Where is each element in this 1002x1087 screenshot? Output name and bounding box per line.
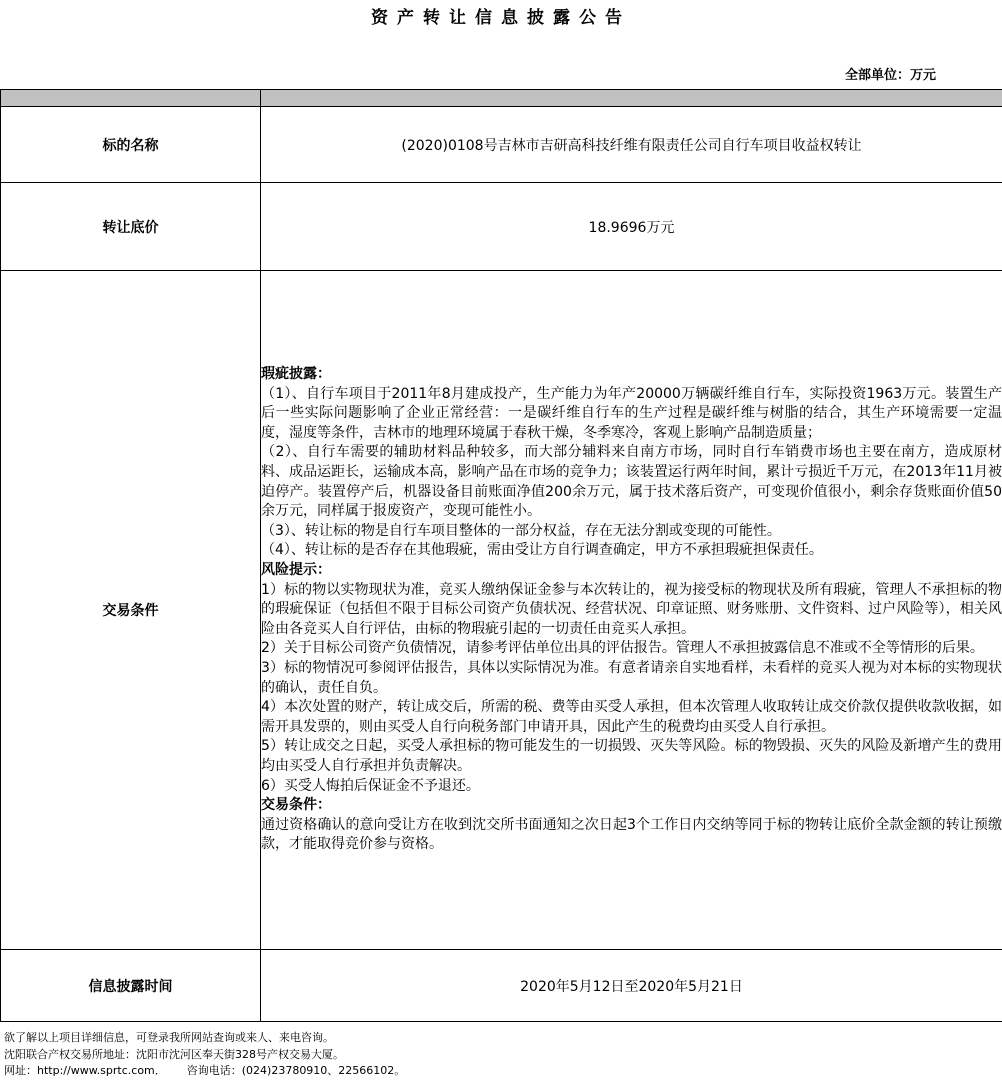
defect-item: （1）、自行车项目于2011年8月建成投产，生产能力为年产20000万辆碳纤维自行车，实际投资1963万元。装置生产后一些实际问题影响了企业正常经营：一是碳纤维自行车的生产过程是碳纤维与树脂的结合，其生产环境需要一定温度，湿度等条件，吉林市的地理环境属于春秋干燥，冬季寒冷，客观上影响产品制造质量； (261, 385, 1002, 441)
header-cell-left (1, 90, 261, 107)
disclosure-value: 2020年5月12日至2020年5月21日 (261, 950, 1002, 1022)
risk-heading: 风险提示： (261, 562, 331, 579)
table-row (1, 271, 1002, 950)
risk-item: 2）关于目标公司资产负债情况，请参考评估单位出具的评估报告。管理人不承担披露信息不准或不全等情形的后果。 (261, 640, 984, 657)
risk-item: 1）标的物以实物现状为准，竞买人缴纳保证金参与本次转让的，视为接受标的物现状及所有瑕疵，管理人不承担标的物的瑕疵保证（包括但不限于目标公司资产负债状况、经营状况、印章证照、财务账册、文件资料、过户风险等），相关风险由各竞买人自行评估，由标的物瑕疵引起的一切责任由竞买人承担。 (261, 581, 1002, 637)
unit-label: 全部单位：万元 (844, 68, 936, 83)
table-row (1, 183, 1002, 271)
trade-heading: 交易条件： (261, 797, 331, 814)
table-header-row (1, 90, 1002, 107)
risk-item: 5）转让成交之日起，买受人承担标的物可能发生的一切损毁、灭失等风险。标的物毁损、灭失的风险及新增产生的费用均由买受人自行承担并负责解决。 (261, 738, 1002, 774)
name-value: (2020)0108号吉林市吉研高科技纤维有限责任公司自行车项目收益权转让 (261, 107, 1002, 183)
table-row (1, 950, 1002, 1022)
footer-line-info: 欲了解以上项目详细信息，可登录我所网站查询或来人、来电咨询。 (4, 1031, 334, 1044)
disclosure-label: 信息披露时间 (1, 950, 261, 1022)
name-label: 标的名称 (1, 107, 261, 183)
price-label: 转让底价 (1, 183, 261, 271)
table-row (1, 107, 1002, 183)
footer-line-address: 沈阳联合产权交易所地址：沈阳市沈河区奉天街328号产权交易大厦。 (4, 1047, 344, 1061)
footer-line-contact: 网址：http://www.sprtc.com． 咨询电话：(024)23780910、22566102。 (4, 1064, 406, 1077)
trade-item: 通过资格确认的意向受让方在收到沈交所书面通知之次日起3个工作日内交纳等同于标的物转让底价全款金额的转让预缴款，才能取得竞价参与资格。 (261, 816, 1002, 853)
defect-item: （3）、转让标的物是自行车项目整体的一部分权益，存在无法分割或变现的可能性。 (261, 522, 781, 539)
page-title: 资产转让信息披露公告 (371, 8, 631, 28)
risk-item: 3）标的物情况可参阅评估报告，具体以实际情况为准。有意者请亲自实地看样，未看样的竞买人视为对本标的实物现状的确认，责任自负。 (261, 659, 1002, 696)
price-value: 18.9696万元 (261, 183, 1002, 271)
defect-item: （2）、自行车需要的辅助材料品种较多，而大部分辅料来自南方市场，同时自行车销费市场也主要在南方，造成原材料、成品运距长，运输成本高，影响产品在市场的竞争力；该装置运行两年时间，累计亏损近千万元，在2013年11月被迫停产。装置停产后，机器设备目前账面净值200余万元，属于技术落后资产，可变现价值很小，剩余存货账面价值50余万元，同样属于报废资产，变现可能性小。 (261, 444, 1002, 520)
conditions-label: 交易条件 (1, 271, 261, 950)
defects-heading: 瑕疵披露： (261, 366, 331, 383)
conditions-body (261, 365, 1002, 855)
header-cell-right (261, 90, 1002, 107)
risk-item: 4）本次处置的财产，转让成交后，所需的税、费等由买受人承担，但本次管理人收取转让成交价款仅提供收款收据，如需开具发票的，则由买受人自行向税务部门申请开具，因此产生的税费均由买受人自行承担。 (261, 699, 1002, 735)
disclosure-table (0, 89, 1002, 1022)
defect-item: （4）、转让标的是否存在其他瑕疵，需由受让方自行调查确定，甲方不承担瑕疵担保责任。 (261, 542, 823, 559)
risk-item: 6）买受人悔拍后保证金不予退还。 (261, 777, 480, 794)
conditions-cell (261, 271, 1002, 950)
footer-notes (4, 1030, 405, 1080)
